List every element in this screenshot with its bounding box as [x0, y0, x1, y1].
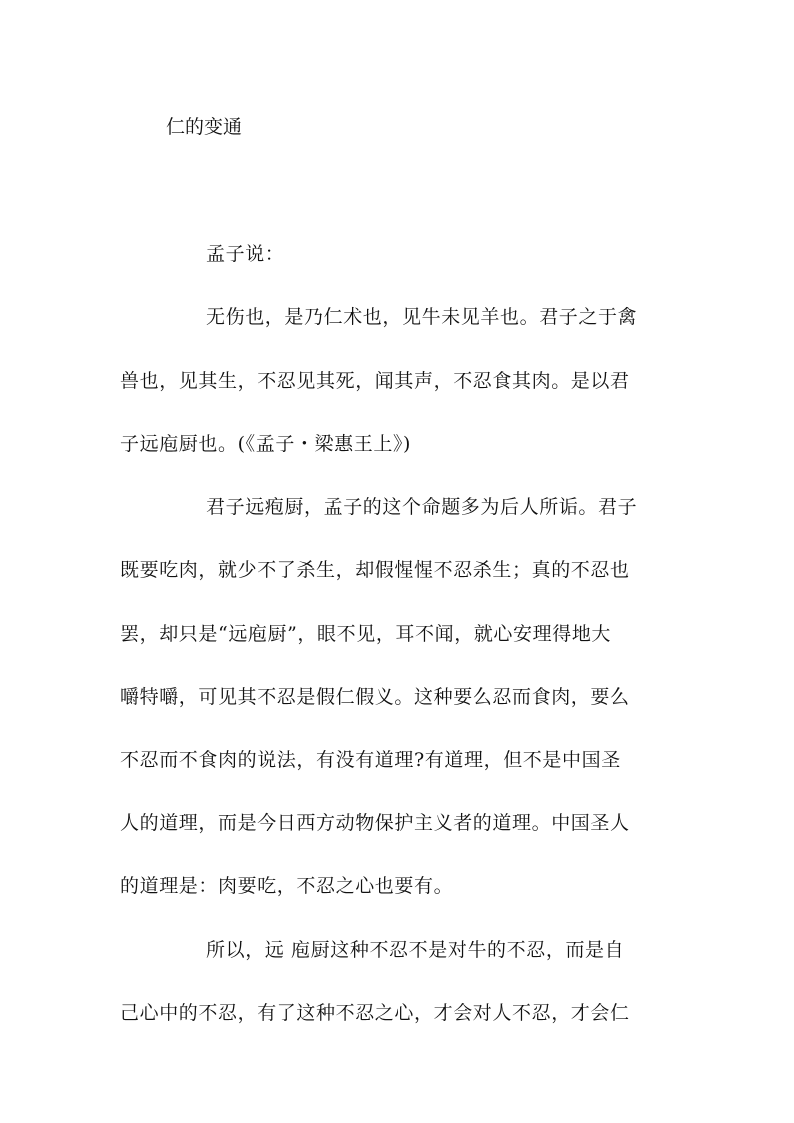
paragraph-line: 子远庖厨也。(《孟子・梁惠王上》): [120, 433, 412, 455]
paragraph-line: 的道理是：肉要吃，不忍之心也要有。: [120, 875, 454, 897]
paragraph-line: 无伤也，是乃仁术也，见牛未见羊也。君子之于禽: [206, 306, 638, 328]
document-title: 仁的变通: [166, 116, 243, 138]
paragraph-line: 不忍而不食肉的说法，有没有道理?有道理，但不是中国圣: [120, 749, 621, 771]
paragraph-line: 君子远疱厨，孟子的这个命题多为后人所诟。君子: [206, 496, 638, 518]
paragraph-line: 孟子说：: [206, 243, 285, 265]
paragraph-line: 兽也，见其生，不忍见其死，闻其声，不忍食其肉。是以君: [120, 370, 630, 392]
paragraph-line: 既要吃肉，就少不了杀生，却假惺惺不忍杀生；真的不忍也: [120, 559, 630, 581]
paragraph-line: 所以，远 庖厨这种不忍不是对牛的不忍，而是自: [206, 939, 625, 961]
paragraph-line: 罢，却只是“远庖厨”，眼不见，耳不闻，就心安理得地大: [120, 623, 612, 645]
paragraph-line: 己心中的不忍，有了这种不忍之心，才会对人不忍，才会仁: [120, 1002, 630, 1024]
paragraph-line: 嚼特嚼，可见其不忍是假仁假义。这种要么忍而食肉，要么: [120, 686, 630, 708]
paragraph-line: 人的道理，而是今日西方动物保护主义者的道理。中国圣人: [120, 812, 630, 834]
